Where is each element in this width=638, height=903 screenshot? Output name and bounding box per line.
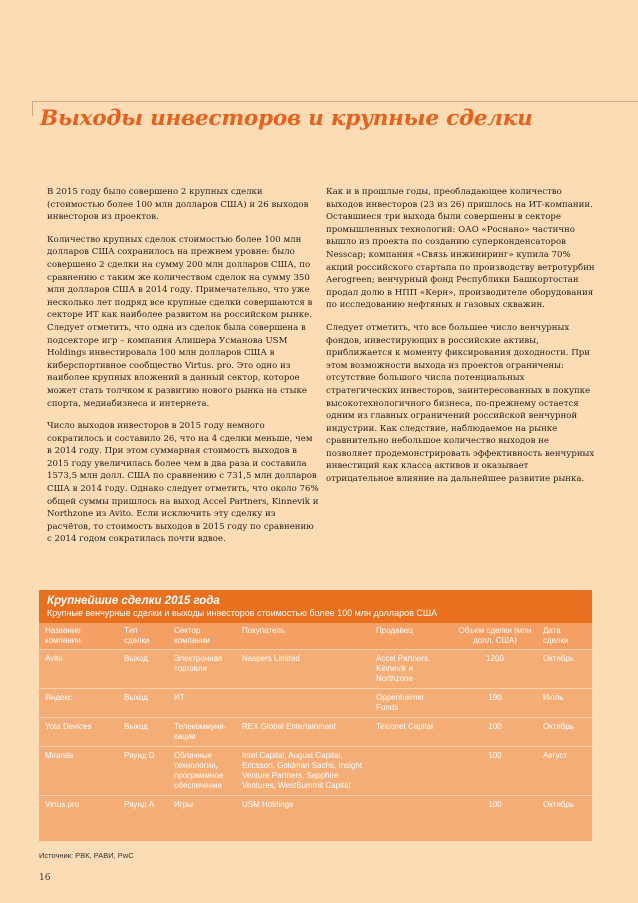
table-row: [39, 718, 592, 747]
table-cell: ИТ: [168, 689, 236, 718]
table-cell: Yota Devices: [39, 718, 118, 747]
table-cell: Июль: [537, 689, 592, 718]
table-cell: Телекоммуни-кации: [168, 718, 236, 747]
table-cell: Август: [537, 747, 592, 796]
column-header: Дата сделки: [537, 623, 592, 650]
table-row: [39, 650, 592, 689]
table-title: Крупнейшие сделки 2015 года: [47, 595, 220, 607]
table-cell: [370, 747, 451, 796]
table-row: [39, 689, 592, 718]
column-header: Тип сделки: [118, 623, 168, 650]
table-cell: Accel Partners, Kinnevik и Northzone: [370, 650, 451, 689]
table-cell: Telconet Capital: [370, 718, 451, 747]
paragraph: Как и в прошлые годы, преобладающее количество выходов инвесторов (23 из 26) пришлось на ИТ-компании. Оставшиеся три выхода были совершены в секторе промышленных технологий: ОАО «Роснано» частично вышло из проекта по созданию суперконденсаторов Nesscap; компания «Связь инжиниринг» купила 70% акций российского стартапа по производству ветротурбин Aerogreen; венчурный фонд Республики Башкортостан продал долю в НПП «Керн», производителе оборудования по исследованию нефтяных и газовых скважин.: [326, 187, 595, 311]
table-cell: [236, 689, 370, 718]
column-header: Сектор компании: [168, 623, 236, 650]
paragraph: Число выходов инвесторов в 2015 году немного сократилось и составило 26, что на 4 сделки меньше, чем в 2014 году. При этом суммарная стоимость выходов в 2015 году увеличилась более чем в два раза и составила 1573,5 млн долл. США по сравнению с 731,5 млн долларов США в 2014 году. Однако следует отметить, что около 76% общей суммы пришлось на выход Accel Partners, Kinnevik и Northzone из Avito. Если исключить эту сделку из расчётов, то стоимость выходов в 2015 году по сравнению с 2014 годом сократилась почти вдвое.: [47, 421, 319, 545]
table-row: [39, 747, 592, 796]
table-cell: 1200: [451, 650, 537, 689]
table-cell: [370, 796, 451, 815]
table-header: [39, 590, 592, 623]
table-cell: Naspers Limited: [236, 650, 370, 689]
table-cell: Игры: [168, 796, 236, 815]
page-title: Выходы инвесторов и крупные сделки: [40, 106, 533, 131]
table-cell: Октябрь: [537, 718, 592, 747]
table-row: [39, 796, 592, 815]
table-cell: Октябрь: [537, 796, 592, 815]
table-cell: Выход: [118, 650, 168, 689]
table-cell: Раунд A: [118, 796, 168, 815]
table-cell: Virtus.pro: [39, 796, 118, 815]
table-cell: 100: [451, 796, 537, 815]
paragraph: Следует отметить, что все большее число венчурных фондов, инвестирующих в российские активы, приближается к моменту фиксирования доходности. При этом возможности выхода из проектов ограничены: отсутствие большого числа потенциальных стратегических инвесторов, заинтересованных в покупке высокотехнологичного бизнеса, по-прежнему остается одним из главных ограничений российской венчурной индустрии. Как следствие, наблюдаемое на рынке сравнительно небольшое количество выходов не позволяет продемонстрировать эффективность венчурных инвестиций как класса активов и оказывает отрицательное влияние на дальнейшее развитие рынка.: [326, 322, 595, 485]
table-header-row: [39, 623, 592, 650]
table-cell: Intel Capital, August Capital, Ericsson, Goldman Sachs, Insight Venture Partners, Sapphire Ventures, WestSummit Capital: [236, 747, 370, 796]
table-cell: Электронная торговля: [168, 650, 236, 689]
table-cell: Облачные технологии, программное обеспечение: [168, 747, 236, 796]
table-cell: Яндекс: [39, 689, 118, 718]
deals-table: [39, 623, 592, 814]
table-cell: Выход: [118, 689, 168, 718]
table-cell: Avito: [39, 650, 118, 689]
right-text-column: [326, 186, 598, 496]
table-cell: 100: [451, 747, 537, 796]
table-cell: 100: [451, 718, 537, 747]
page-number: 16: [39, 873, 51, 883]
table-cell: 190: [451, 689, 537, 718]
table-cell: REX Global Entertainment: [236, 718, 370, 747]
column-header: Продавец: [370, 623, 451, 650]
source-note: Источник: РВК, РАВИ, PwC: [39, 851, 134, 860]
left-text-column: [47, 186, 319, 556]
deals-table-box: [39, 590, 592, 841]
table-cell: Октябрь: [537, 650, 592, 689]
table-cell: Выход: [118, 718, 168, 747]
table-cell: Раунд D: [118, 747, 168, 796]
table-cell: Mirantis: [39, 747, 118, 796]
table-cell: Oppenheimer Funds: [370, 689, 451, 718]
paragraph: Количество крупных сделок стоимостью более 100 млн долларов США сохранилось на прежнем уровне: было совершено 2 сделки на сумму 200 млн долларов США, по сравнению с таким же количеством сделок на сумму 350 млн долларов США в 2014 году. Примечательно, что уже несколько лет подряд все крупные сделки совершаются в секторе ИТ как наиболее развитом на российском рынке. Следует отметить, что одна из сделок была совершена в подсекторе игр – компания Алишера Усманова USM Holdings инвестировала 100 млн долларов США в киберспортивное сообщество Virtus. pro. Это одно из наиболее крупных вложений в данный сектор, которое может стать толчком к развитию нового рынка на стыке спорта, медиабизнеса и интернета.: [47, 234, 313, 409]
column-header: Объем сделки (млн долл. США): [451, 623, 537, 650]
table-cell: USM Holdings: [236, 796, 370, 815]
column-header: Название компании: [39, 623, 118, 650]
table-subtitle: Крупные венчурные сделки и выходы инвесторов стоимостью более 100 млн долларов США: [47, 608, 438, 618]
paragraph: В 2015 году было совершено 2 крупных сделки (стоимостью более 100 млн долларов США) и 26 выходов инвесторов из проектов.: [47, 187, 309, 223]
column-header: Покупатель: [236, 623, 370, 650]
